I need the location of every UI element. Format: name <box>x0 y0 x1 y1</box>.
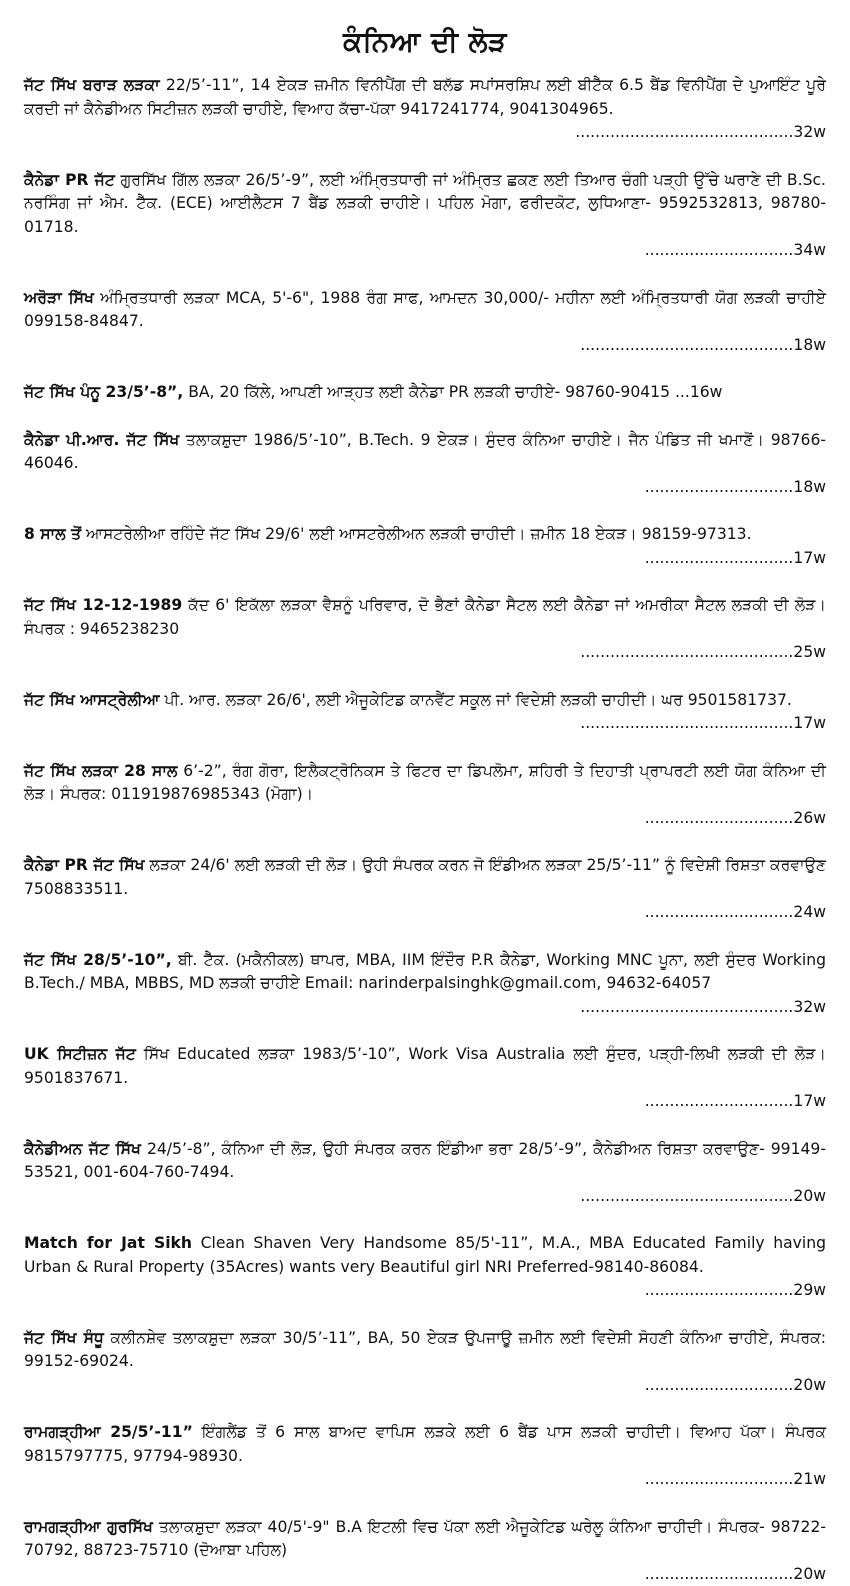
ad-6 <box>24 523 826 570</box>
ad-code: ..............................17w <box>24 547 826 571</box>
ad-text: ਅੰਮ੍ਰਿਤਧਾਰੀ ਲੜਕਾ MCA, 5'-6", 1988 ਰੰਗ ਸਾਫ, ਆਮਦਨ 30,000/- ਮਹੀਨਾ ਲਈ ਅੰਮ੍ਰਿਤਧਾਰੀ ਯੋਗ ਲੜਕੀ ਚਾਹੀਏ 099158-84847. <box>24 289 826 331</box>
ad-9 <box>24 760 826 831</box>
ad-code: ..............................34w <box>24 239 826 263</box>
ad-1 <box>24 74 826 145</box>
ad-text: ਆਸਟਰੇਲੀਆ ਰਹਿੰਦੇ ਜੱਟ ਸਿੱਖ 29/6' ਲਈ ਆਸਟਰੇਲੀਅਨ ਲੜਕੀ ਚਾਹੀਦੀ। ਜ਼ਮੀਨ 18 ਏਕੜ। 98159-97313. <box>81 525 751 543</box>
ad-heading: Match for Jat Sikh <box>24 1234 192 1252</box>
ad-2 <box>24 169 826 263</box>
ad-heading: ਜੱਟ ਸਿੱਖ ਲੜਕਾ 28 ਸਾਲ <box>24 762 177 780</box>
ad-heading: ਕੈਨੇਡੀਅਨ ਜੱਟ ਸਿੱਖ <box>24 1140 141 1158</box>
ad-heading: ਕੈਨੇਡਾ PR ਜੱਟ ਸਿੱਖ <box>24 856 144 874</box>
ad-code: ..............................24w <box>24 901 826 925</box>
ad-13 <box>24 1138 826 1209</box>
ad-12 <box>24 1043 826 1114</box>
ad-heading: ਕੈਨੇਡਾ ਪੀ.ਆਰ. ਜੱਟ ਸਿੱਖ <box>24 431 179 449</box>
ad-code: ..............................20w <box>24 1563 826 1586</box>
ad-heading: ਜੱਟ ਸਿੱਖ 28/5’-10”, <box>24 951 172 969</box>
ad-8 <box>24 689 826 736</box>
ad-code: ............................................32w <box>24 121 826 145</box>
ad-text: ਇੰਗਲੈਂਡ ਤੋਂ 6 ਸਾਲ ਬਾਅਦ ਵਾਪਿਸ ਲੜਕੇ ਲਈ 6 ਬੈਂਡ ਪਾਸ ਲੜਕੀ ਚਾਹੀਦੀ। ਵਿਆਹ ਪੱਕਾ। ਸੰਪਰਕ 9815797775, 97794-98930. <box>24 1423 826 1465</box>
ad-14 <box>24 1232 826 1303</box>
ad-code: ..............................17w <box>24 1090 826 1114</box>
ad-heading: ਕੈਨੇਡਾ PR ਜੱਟ <box>24 171 115 189</box>
ad-text: 22/5’-11”, 14 ਏਕੜ ਜ਼ਮੀਨ ਵਿਨੀਪੈਂਗ ਦੀ ਬਲੱਡ ਸਪਾਂਸਰਸ਼ਿਪ ਲਈ ਬੀਟੈੱਕ 6.5 ਬੈਂਡ ਵਿਨੀਪੈਂਗ ਦੇ ਪੁਆਇੰਟ ਪੂਰੇ ਕਰਦੀ ਜਾਂ ਕੈਨੇਡੀਅਨ ਸਿਟੀਜ਼ਨ ਲੜਕੀ ਚਾਹੀਏ, ਵਿਆਹ ਕੱਚਾ-ਪੱਕਾ 9417241774, 9041304965. <box>24 76 826 118</box>
ad-code: ...........................................17w <box>24 712 826 736</box>
ad-text: ਲੜਕਾ 24/6' ਲਈ ਲੜਕੀ ਦੀ ਲੋੜ। ਉਹੀ ਸੰਪਰਕ ਕਰਨ ਜੋ ਇੰਡੀਅਨ ਲੜਕਾ 25/5’-11” ਨੂੰ ਵਿਦੇਸ਼ੀ ਰਿਸ਼ਤਾ ਕਰਵਾਉਣ 7508833511. <box>24 856 826 898</box>
ad-text: ਕੱਦ 6' ਇਕੱਲਾ ਲੜਕਾ ਵੈਸ਼ਨੂੰ ਪਰਿਵਾਰ, ਦੋ ਭੈਣਾਂ ਕੈਨੇਡਾ ਸੈਟਲ ਲਈ ਕੈਨੇਡਾ ਜਾਂ ਅਮਰੀਕਾ ਸੈਟਲ ਲੜਕੀ ਦੀ ਲੋੜ। ਸੰਪਰਕ : 9465238230 <box>24 596 826 638</box>
ad-heading: ਰਾਮਗੜ੍ਹੀਆ 25/5’-11” <box>24 1423 193 1441</box>
ad-code: ...........................................25w <box>24 641 826 665</box>
ad-heading: ਜੱਟ ਸਿੱਖ ਸੰਧੂ <box>24 1329 104 1347</box>
ad-code: ..............................20w <box>24 1374 826 1398</box>
ad-heading: ਰਾਮਗੜ੍ਹੀਆ ਗੁਰਸਿੱਖ <box>24 1518 153 1536</box>
ad-text: ਤਲਾਕਸ਼ੁਦਾ 1986/5’-10”, B.Tech. 9 ਏਕੜ। ਸੁੰਦਰ ਕੰਨਿਆ ਚਾਹੀਏ। ਜੈਨ ਪੰਡਿਤ ਜੀ ਖਮਾਣੋਂ। 98766-46046. <box>24 431 826 473</box>
ad-text: ਤਲਾਕਸ਼ੁਦਾ ਲੜਕਾ 40/5'-9" B.A ਇਟਲੀ ਵਿਚ ਪੱਕਾ ਲਈ ਐਜੂਕੇਟਿਡ ਘਰੇਲੂ ਕੰਨਿਆ ਚਾਹੀਦੀ। ਸੰਪਰਕ- 98722-70792, 88723-75710 (ਦੋਆਬਾ ਪਹਿਲ) <box>24 1518 826 1560</box>
ad-16 <box>24 1421 826 1492</box>
ad-text: 6’-2”, ਰੰਗ ਗੋਰਾ, ਇਲੈਕਟ੍ਰੋਨਿਕਸ ਤੇ ਫਿਟਰ ਦਾ ਡਿਪਲੋਮਾ, ਸ਼ਹਿਰੀ ਤੇ ਦਿਹਾਤੀ ਪ੍ਰਾਪਰਟੀ ਲਈ ਯੋਗ ਕੰਨਿਆ ਦੀ ਲੋੜ। ਸੰਪਰਕ: 011919876985343 (ਮੋਗਾ)। <box>24 762 826 804</box>
ad-4 <box>24 381 826 405</box>
ad-text: ਬੀ. ਟੈੱਕ. (ਮਕੈਨੀਕਲ) ਥਾਪਰ, MBA, IIM ਇੰਦੌਰ P.R ਕੈਨੇਡਾ, Working MNC ਪੂਨਾ, ਲਈ ਸੁੰਦਰ Working B.Tech./ MBA, MBBS, MD ਲੜਕੀ ਚਾਹੀਏ Email: narinderpalsinghk@gmail.com, 94632-64057 <box>24 951 826 993</box>
ad-code: ..............................29w <box>24 1279 826 1303</box>
ad-code: ..............................21w <box>24 1468 826 1492</box>
ad-text: 24/5’-8”, ਕੰਨਿਆ ਦੀ ਲੋੜ, ਉਹੀ ਸੰਪਰਕ ਕਰਨ ਇੰਡੀਆ ਭਰਾ 28/5’-9”, ਕੈਨੇਡੀਅਨ ਰਿਸ਼ਤਾ ਕਰਵਾਉਣ- 99149-53521, 001-604-760-7494. <box>24 1140 826 1182</box>
ad-heading: ਜੱਟ ਸਿੱਖ ਪੰਨੂ 23/5’-8”, <box>24 383 183 401</box>
ad-text: ਸਿੱਖ Educated ਲੜਕਾ 1983/5’-10”, Work Visa Australia ਲਈ ਸੁੰਦਰ, ਪੜ੍ਹੀ-ਲਿਖੀ ਲੜਕੀ ਦੀ ਲੋੜ। 9501837671. <box>24 1045 826 1087</box>
ad-heading: ਜੱਟ ਸਿੱਖ ਬਰਾੜ ਲੜਕਾ <box>24 76 160 94</box>
ad-code: ...........................................32w <box>24 996 826 1020</box>
ad-code: ..............................18w <box>24 476 826 500</box>
ad-text: ਕਲੀਨਸ਼ੇਵ ਤਲਾਕਸ਼ੁਦਾ ਲੜਕਾ 30/5’-11”, BA, 50 ਏਕੜ ਉਪਜਾਊ ਜ਼ਮੀਨ ਲਈ ਵਿਦੇਸ਼ੀ ਸੋਹਣੀ ਕੰਨਿਆ ਚਾਹੀਏ, ਸੰਪਰਕ: 99152-69024. <box>24 1329 826 1371</box>
ad-5 <box>24 429 826 500</box>
ad-heading: UK ਸਿਟੀਜ਼ਨ ਜੱਟ <box>24 1045 136 1063</box>
ad-text: ਪੀ. ਆਰ. ਲੜਕਾ 26/6', ਲਈ ਐਜੂਕੇਟਿਡ ਕਾਨਵੈਂਟ ਸਕੂਲ ਜਾਂ ਵਿਦੇਸ਼ੀ ਲੜਕੀ ਚਾਹੀਦੀ। ਘਰ 9501581737. <box>160 691 792 709</box>
ad-heading: ਜੱਟ ਸਿੱਖ 12-12-1989 <box>24 596 182 614</box>
ad-text: Clean Shaven Very Handsome 85/5'-11”, M.A., MBA Educated Family having Urban & Rural Property (35Acres) wants very Beautiful girl NRI Preferred-98140-86084. <box>24 1234 826 1276</box>
ad-heading: ਅਰੋੜਾ ਸਿੱਖ <box>24 289 94 307</box>
ad-code: ...........................................18w <box>24 334 826 358</box>
ad-7 <box>24 594 826 665</box>
classifieds-page <box>24 22 826 1586</box>
page-title: ਕੰਨਿਆ ਦੀ ਲੋੜ <box>24 22 826 62</box>
ad-3 <box>24 287 826 358</box>
ad-code: ...........................................20w <box>24 1185 826 1209</box>
ad-17 <box>24 1516 826 1586</box>
ad-text: BA, 20 ਕਿੱਲੇ, ਆਪਣੀ ਆੜ੍ਹਤ ਲਈ ਕੈਨੇਡਾ PR ਲੜਕੀ ਚਾਹੀਏ- 98760-90415 ...16w <box>183 383 722 401</box>
ad-text: ਗੁਰਸਿੱਖ ਗਿੱਲ ਲੜਕਾ 26/5’-9”, ਲਈ ਅੰਮ੍ਰਿਤਧਾਰੀ ਜਾਂ ਅੰਮ੍ਰਿਤ ਛਕਣ ਲਈ ਤਿਆਰ ਚੰਗੀ ਪੜ੍ਹੀ ਉੱਚੇ ਘਰਾਣੇ ਦੀ B.Sc. ਨਰਸਿੰਗ ਜਾਂ ਐਮ. ਟੈੱਕ. (ECE) ਆਈਲੈਟਸ 7 ਬੈਂਡ ਲੜਕੀ ਚਾਹੀਏ। ਪਹਿਲ ਮੋਗਾ, ਫਰੀਦਕੋਟ, ਲੁਧਿਆਣਾ- 9592532813, 98780-01718. <box>24 171 826 236</box>
ad-heading: 8 ਸਾਲ ਤੋਂ <box>24 525 81 543</box>
ad-10 <box>24 854 826 925</box>
ad-heading: ਜੱਟ ਸਿੱਖ ਆਸਟ੍ਰੇਲੀਆ <box>24 691 160 709</box>
ad-code: ..............................26w <box>24 807 826 831</box>
ad-11 <box>24 949 826 1020</box>
ad-15 <box>24 1327 826 1398</box>
